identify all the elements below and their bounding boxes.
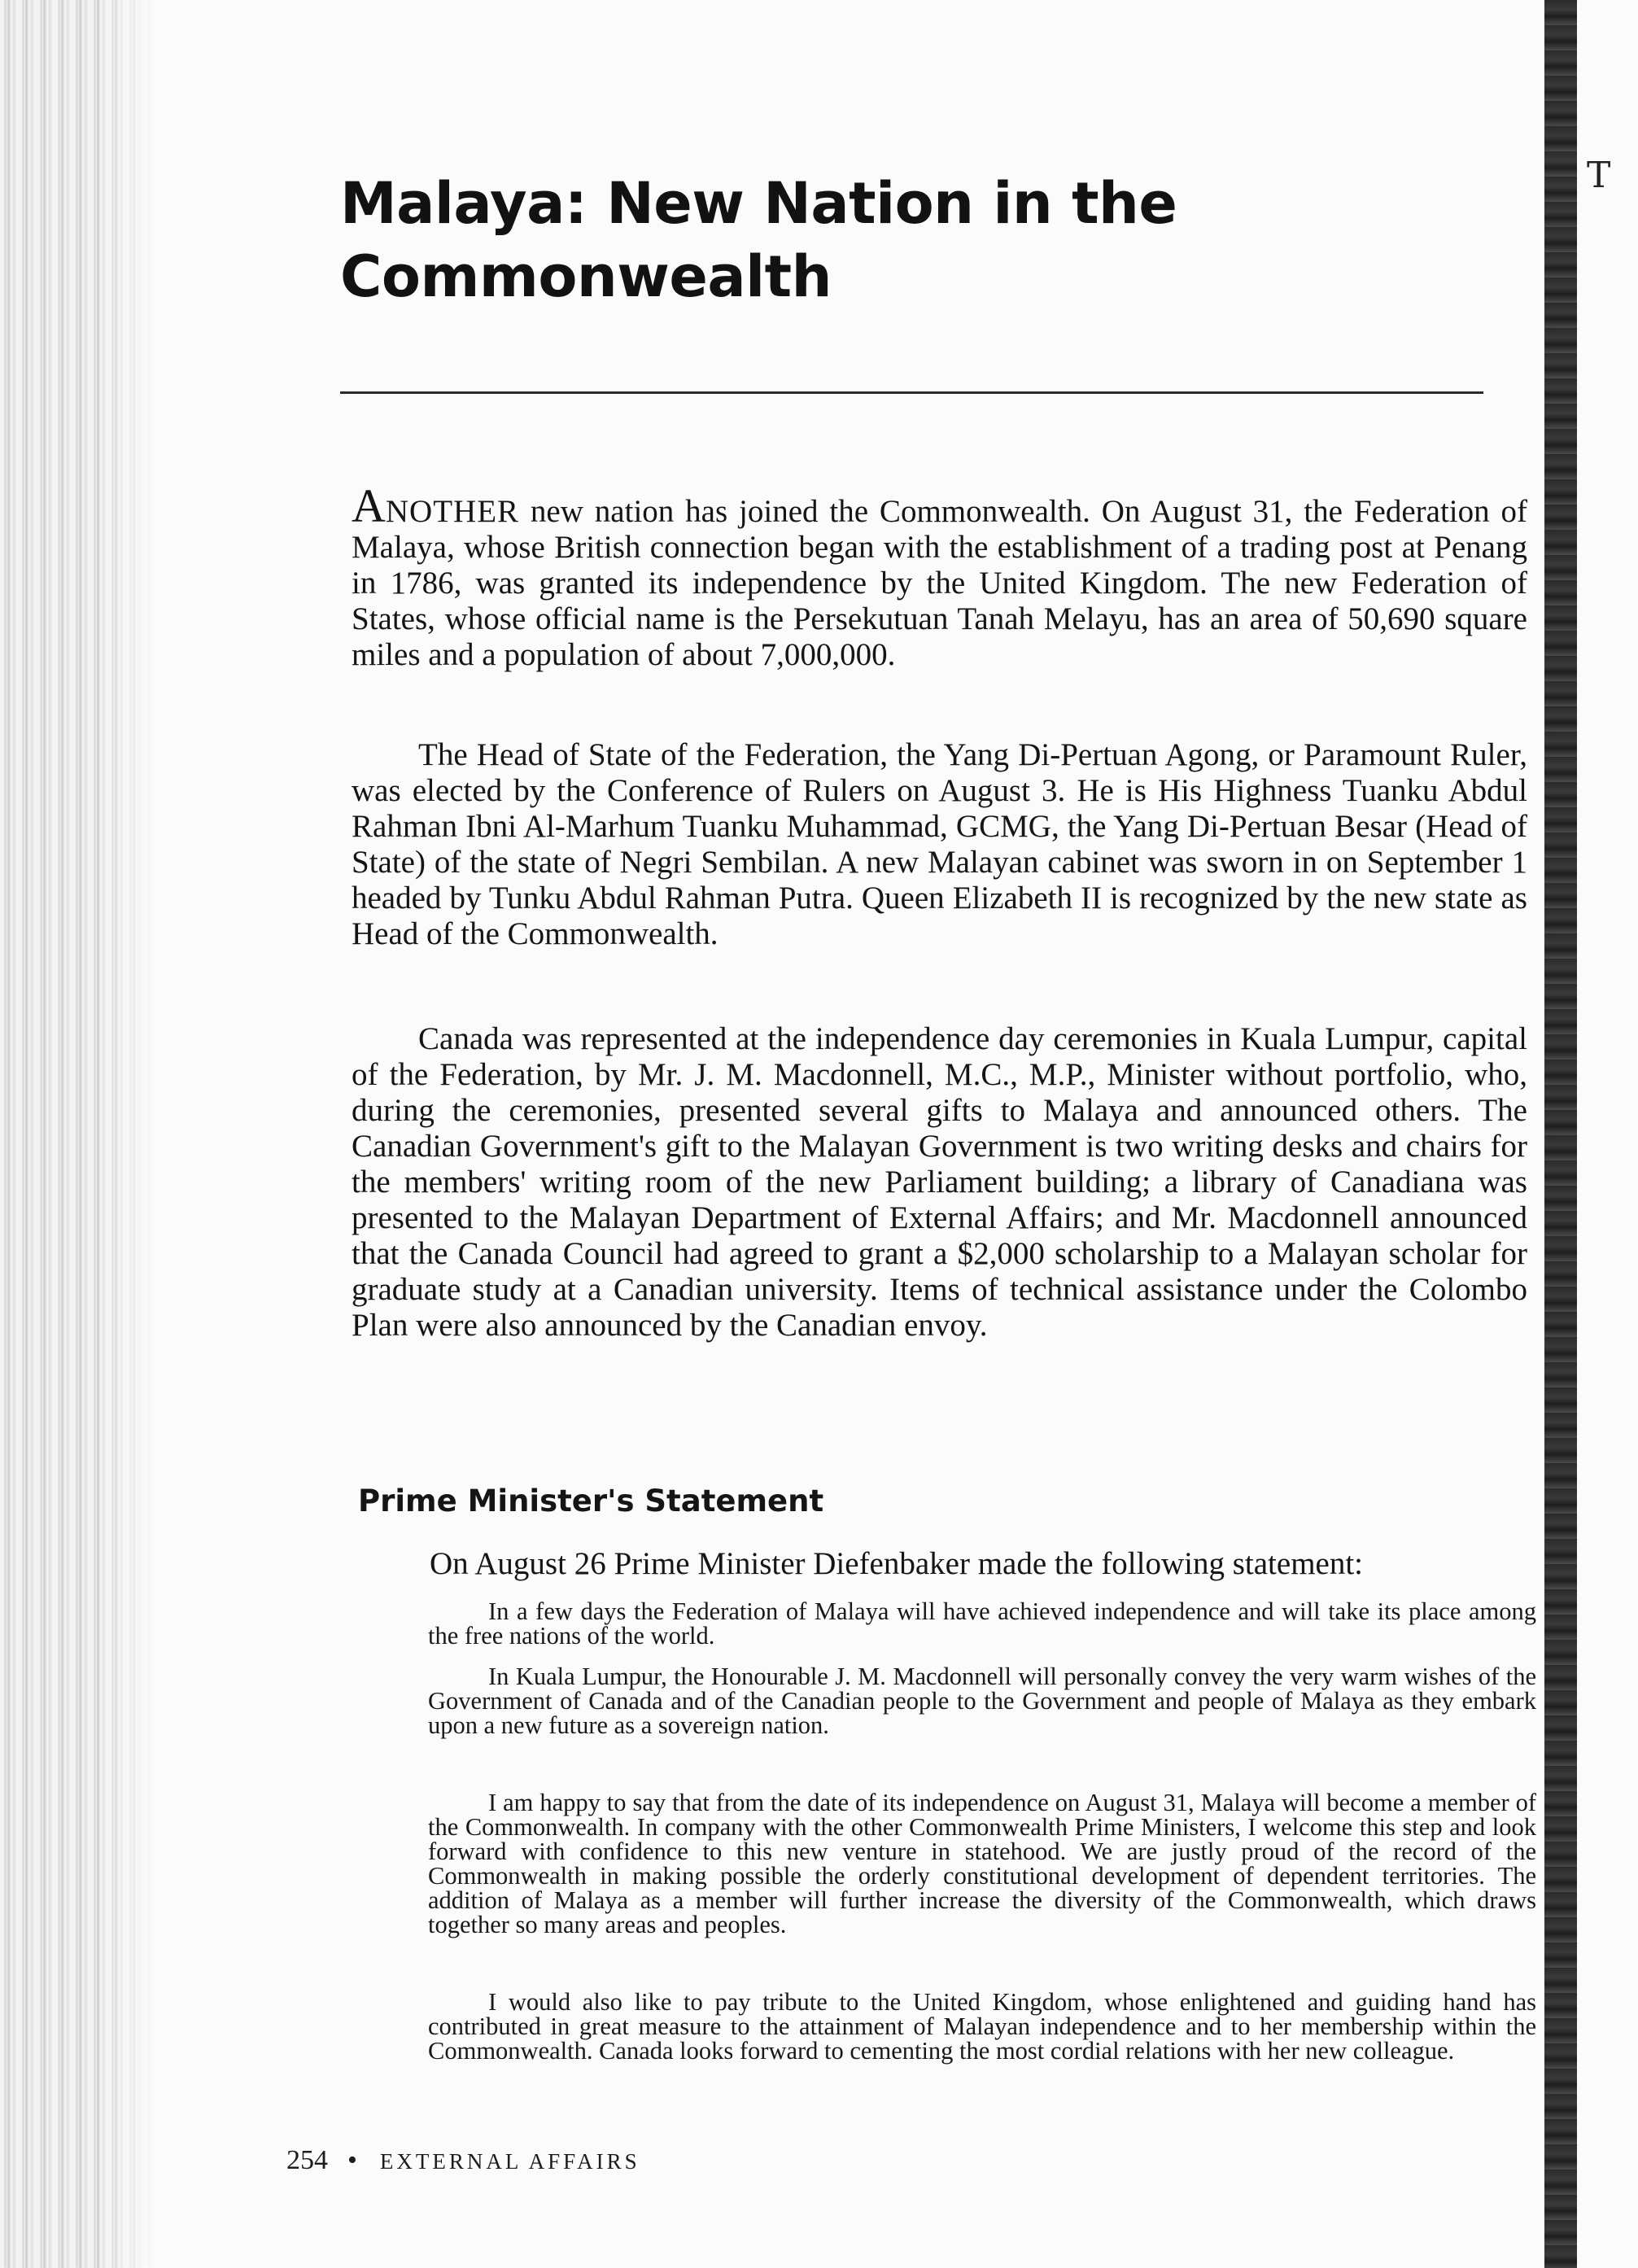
- quote-paragraph: I am happy to say that from the date of its independence on August 31, Malaya will become a member of the Commonwealth. In company with the other Commonwealth Prime Ministers, I welcome this step and look forward with confidence to this new venture in statehood. We are justly proud of the record of the Commonwealth in making possible the orderly constitutional development of dependent territories. The addition of Malaya as a member will further increase the diversity of the Commonwealth, which draws together so many areas and peoples.: [428, 1789, 1536, 1938]
- drop-cap: A: [352, 479, 386, 532]
- page-footer: [286, 2144, 640, 2178]
- page-number: 254: [286, 2145, 328, 2175]
- title-line-2: Commonwealth: [340, 243, 832, 310]
- book-spine-edge: [1544, 0, 1577, 2268]
- quote-paragraph: I would also like to pay tribute to the United Kingdom, whose enlightened and guiding hand has contributed in great measure to the attainment of Malayan independence and to her membership within the Commonwealth. Canada looks forward to cementing the most cordial relations with her new colleague.: [428, 1988, 1536, 2065]
- adjacent-page-letter: T: [1587, 155, 1611, 196]
- title-line-1: Malaya: New Nation in the: [340, 170, 1177, 237]
- footer-bullet: •: [347, 2145, 357, 2175]
- journal-name: EXTERNAL AFFAIRS: [379, 2149, 640, 2174]
- statement-intro: On August 26 Prime Minister Diefenbaker made the following statement:: [430, 1546, 1364, 1581]
- intro-paragraph: [352, 479, 1527, 673]
- intro-paragraph-text: new nation has joined the Commonwealth. On August 31, the Federation of Malaya, whose British connection began with the establishment of a trading post at Penang in 1786, was granted its independence by the United Kingdom. The new Federation of States, whose official name is the Persekutuan Tanah Melayu, has an area of 50,690 square miles and a population of about 7,000,000.: [352, 494, 1527, 672]
- intro-smallcaps-word: NOTHER: [385, 494, 520, 529]
- section-heading: Prime Minister's Statement: [358, 1484, 824, 1519]
- head-of-state-paragraph: The Head of State of the Federation, the Yang Di-Pertuan Agong, or Paramount Ruler, was elected by the Conference of Rulers on August 3. He is His Highness Tuanku Abdul Rahman Ibni Al-Marhum Tuanku Muhammad, GCMG, the Yang Di-Pertuan Besar (Head of State) of the state of Negri Sembilan. A new Malayan cabinet was sworn in on September 1 headed by Tunku Abdul Rahman Putra. Queen Elizabeth II is recognized by the new state as Head of the Commonwealth.: [352, 737, 1527, 951]
- book-binding-gutter: [0, 0, 155, 2268]
- article-title: [340, 167, 1317, 313]
- quote-paragraph: In a few days the Federation of Malaya will have achieved independence and will take its place among the free nations of the world.: [428, 1597, 1536, 1650]
- canada-representation-paragraph: Canada was represented at the independence day ceremonies in Kuala Lumpur, capital of the Federation, by Mr. J. M. Macdonnell, M.C., M.P., Minister without portfolio, who, during the ceremonies, presented several gifts to Malaya and announced others. The Canadian Government's gift to the Malayan Government is two writing desks and chairs for the members' writing room of the new Parliament building; a library of Canadiana was presented to the Malayan Department of External Affairs; and Mr. Macdonnell announced that the Canada Council had agreed to grant a $2,000 scholarship to a Malayan scholar for graduate study at a Canadian university. Items of technical assistance under the Colombo Plan were also announced by the Canadian envoy.: [352, 1021, 1527, 1343]
- title-divider-rule: [340, 391, 1483, 394]
- quote-paragraph: In Kuala Lumpur, the Honourable J. M. Macdonnell will personally convey the very warm wishes of the Government of Canada and of the Canadian people to the Government and people of Malaya as they embark upon a new future as a sovereign nation.: [428, 1663, 1536, 1739]
